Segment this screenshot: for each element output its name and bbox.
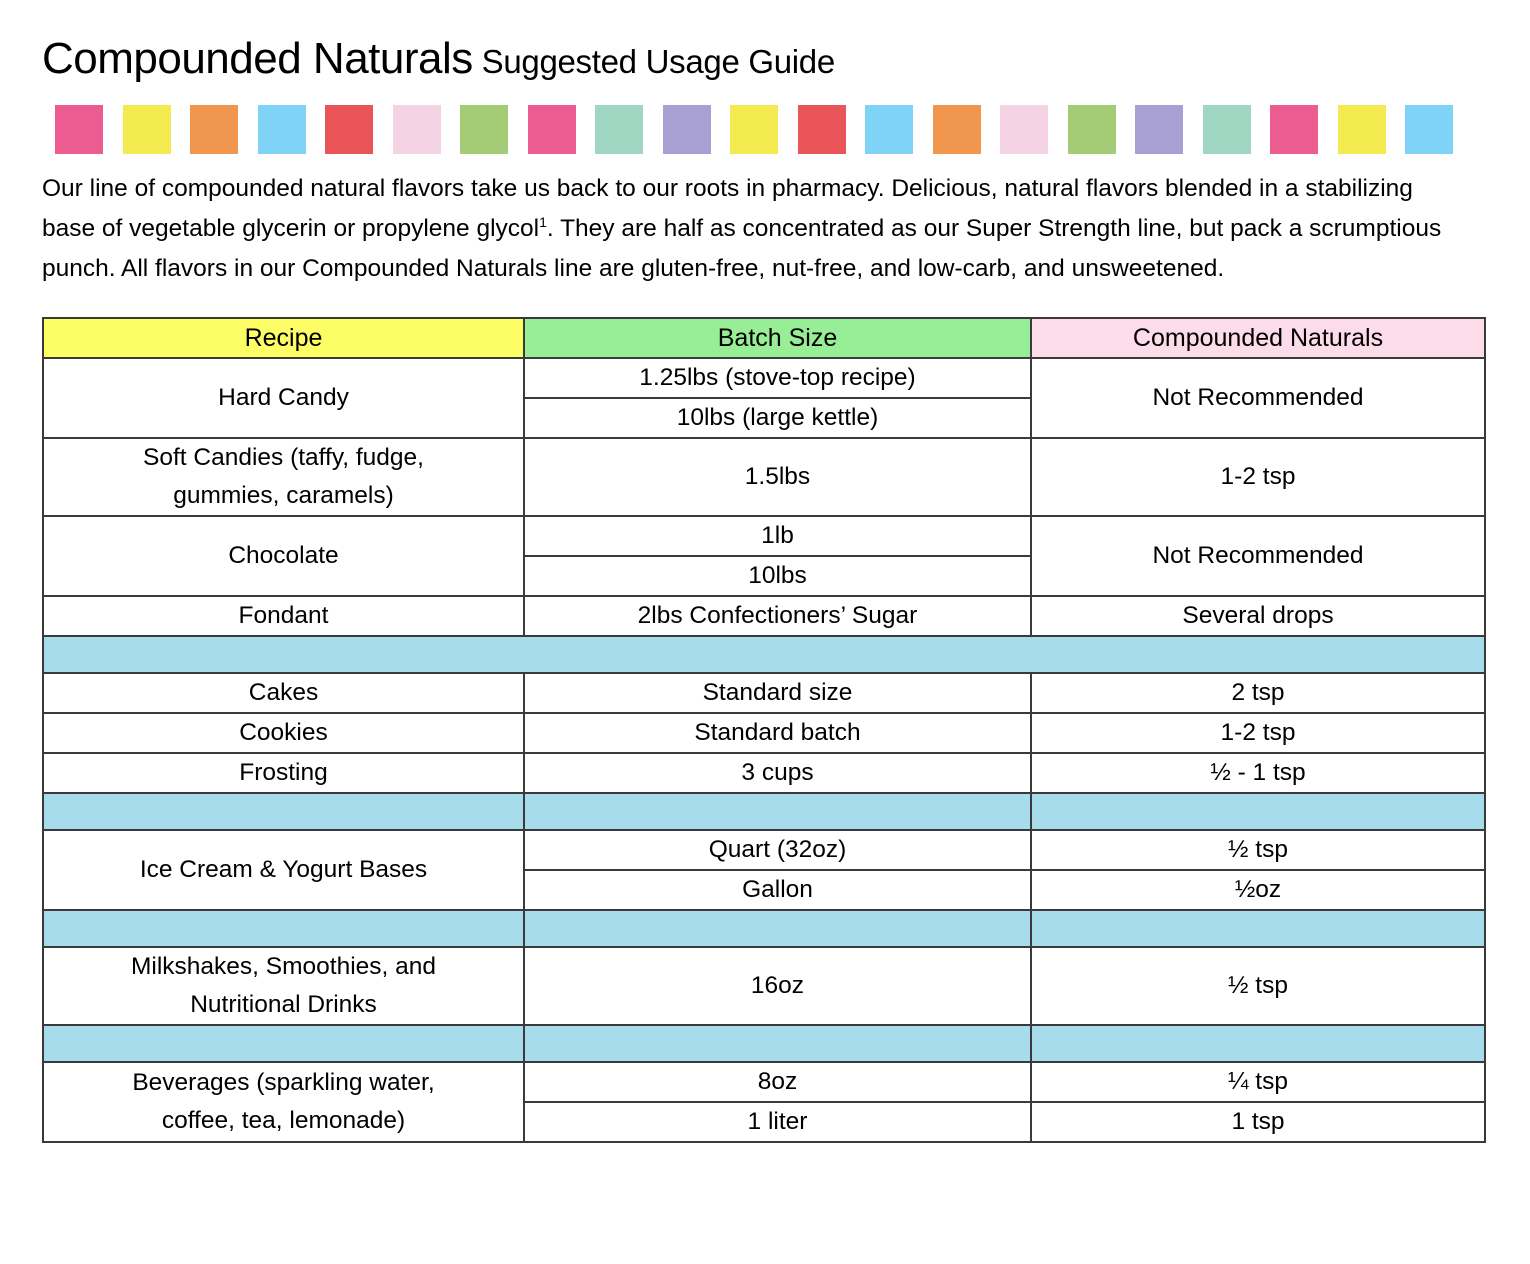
header-recipe: Recipe xyxy=(43,318,524,358)
color-squares-row xyxy=(55,105,1530,154)
separator-band xyxy=(43,1025,524,1062)
header-row xyxy=(43,318,1485,358)
footnote-marker: 1 xyxy=(539,213,547,230)
cell-recipe-cookies: Cookies xyxy=(43,713,524,753)
cell-recipe-beverages: Beverages (sparkling water, coffee, tea, lemonade) xyxy=(43,1062,524,1142)
color-square xyxy=(1405,105,1453,154)
cell-batch-beverages-2: 1 liter xyxy=(524,1102,1031,1142)
color-square xyxy=(1135,105,1183,154)
separator-band xyxy=(524,793,1031,830)
color-square xyxy=(460,105,508,154)
color-square xyxy=(123,105,171,154)
cell-recipe-fondant: Fondant xyxy=(43,596,524,636)
cell-usage-beverages-2: 1 tsp xyxy=(1031,1102,1485,1142)
cell-usage-frosting: ½ - 1 tsp xyxy=(1031,753,1485,793)
cell-batch-fondant: 2lbs Confectioners’ Sugar xyxy=(524,596,1031,636)
cell-usage-beverages-1: ¼ tsp xyxy=(1031,1062,1485,1102)
row-frosting xyxy=(43,753,1485,793)
color-square xyxy=(663,105,711,154)
cell-batch-hard-candy-2: 10lbs (large kettle) xyxy=(524,398,1031,438)
page-title-sub: Suggested Usage Guide xyxy=(472,43,835,80)
color-square xyxy=(190,105,238,154)
cell-usage-cakes: 2 tsp xyxy=(1031,673,1485,713)
cell-batch-ice-cream-2: Gallon xyxy=(524,870,1031,910)
color-square xyxy=(258,105,306,154)
cell-recipe-cakes: Cakes xyxy=(43,673,524,713)
color-square xyxy=(730,105,778,154)
usage-guide-table xyxy=(42,317,1486,1143)
separator-band xyxy=(43,910,524,947)
color-square xyxy=(325,105,373,154)
row-soft-candies xyxy=(43,438,1485,516)
cell-batch-chocolate-1: 1lb xyxy=(524,516,1031,556)
color-square xyxy=(1203,105,1251,154)
separator-band xyxy=(524,910,1031,947)
separator-band xyxy=(1031,910,1485,947)
color-square xyxy=(55,105,103,154)
row-hard-candy xyxy=(43,358,1485,398)
cell-usage-cookies: 1-2 tsp xyxy=(1031,713,1485,753)
row-milkshakes xyxy=(43,947,1485,1025)
color-square xyxy=(1068,105,1116,154)
cell-recipe-milkshakes: Milkshakes, Smoothies, and Nutritional Drinks xyxy=(43,947,524,1025)
color-square xyxy=(798,105,846,154)
cell-recipe-hard-candy: Hard Candy xyxy=(43,358,524,438)
separator-row-1 xyxy=(43,636,1485,673)
separator-band xyxy=(43,636,1485,673)
cell-batch-milkshakes: 16oz xyxy=(524,947,1031,1025)
cell-batch-cakes: Standard size xyxy=(524,673,1031,713)
separator-band xyxy=(43,793,524,830)
row-fondant xyxy=(43,596,1485,636)
separator-band xyxy=(1031,793,1485,830)
cell-recipe-frosting: Frosting xyxy=(43,753,524,793)
color-square xyxy=(528,105,576,154)
header-batch-size: Batch Size xyxy=(524,318,1031,358)
color-square xyxy=(865,105,913,154)
color-square xyxy=(933,105,981,154)
cell-batch-soft-candies: 1.5lbs xyxy=(524,438,1031,516)
color-square xyxy=(1000,105,1048,154)
row-cookies xyxy=(43,713,1485,753)
cell-batch-frosting: 3 cups xyxy=(524,753,1031,793)
cell-usage-ice-cream-1: ½ tsp xyxy=(1031,830,1485,870)
color-square xyxy=(1338,105,1386,154)
row-ice-cream xyxy=(43,830,1485,870)
cell-batch-chocolate-2: 10lbs xyxy=(524,556,1031,596)
separator-row-4 xyxy=(43,1025,1485,1062)
cell-usage-fondant: Several drops xyxy=(1031,596,1485,636)
page-title-main: Compounded Naturals xyxy=(42,34,473,83)
cell-usage-ice-cream-2: ½oz xyxy=(1031,870,1485,910)
cell-batch-cookies: Standard batch xyxy=(524,713,1031,753)
intro-text-after-sup: . They are half as concentrated as our Super Strength line, but pack a scrumptious punch. All flavors in our Compounded Naturals line are gluten-free, nut-free, and low-carb, and unsweetened. xyxy=(42,215,1442,282)
color-square xyxy=(595,105,643,154)
cell-recipe-chocolate: Chocolate xyxy=(43,516,524,596)
separator-band xyxy=(1031,1025,1485,1062)
cell-usage-soft-candies: 1-2 tsp xyxy=(1031,438,1485,516)
cell-batch-ice-cream-1: Quart (32oz) xyxy=(524,830,1031,870)
intro-paragraph xyxy=(42,169,1447,289)
separator-row-2 xyxy=(43,793,1485,830)
cell-usage-hard-candy: Not Recommended xyxy=(1031,358,1485,438)
color-square xyxy=(1270,105,1318,154)
page-title xyxy=(0,0,1530,84)
cell-usage-chocolate: Not Recommended xyxy=(1031,516,1485,596)
cell-recipe-ice-cream: Ice Cream & Yogurt Bases xyxy=(43,830,524,910)
row-beverages xyxy=(43,1062,1485,1102)
row-cakes xyxy=(43,673,1485,713)
header-compounded-naturals: Compounded Naturals xyxy=(1031,318,1485,358)
cell-usage-milkshakes: ½ tsp xyxy=(1031,947,1485,1025)
separator-row-3 xyxy=(43,910,1485,947)
intro-text-before-sup: Our line of compounded natural flavors take us back to our roots in pharmacy. Delicious, natural flavors blended in a stabilizing base of vegetable glycerin or propylene glycol xyxy=(42,175,1413,242)
cell-recipe-soft-candies: Soft Candies (taffy, fudge, gummies, caramels) xyxy=(43,438,524,516)
color-square xyxy=(393,105,441,154)
cell-batch-hard-candy-1: 1.25lbs (stove-top recipe) xyxy=(524,358,1031,398)
separator-band xyxy=(524,1025,1031,1062)
row-chocolate xyxy=(43,516,1485,556)
cell-batch-beverages-1: 8oz xyxy=(524,1062,1031,1102)
